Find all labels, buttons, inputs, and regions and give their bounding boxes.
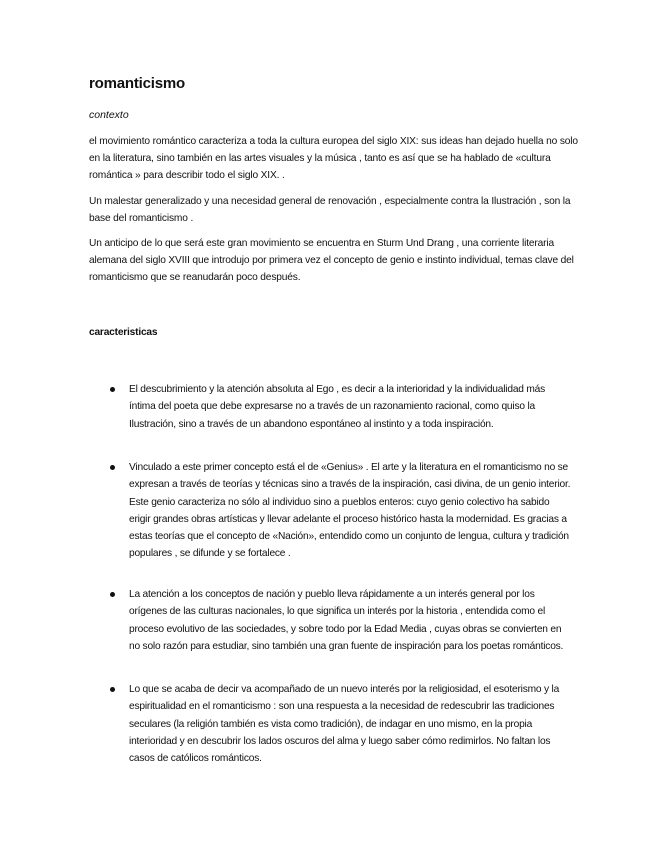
list-item: [129, 459, 571, 563]
list-item: [129, 381, 571, 433]
document-title: romanticismo: [89, 75, 185, 92]
list-item-text: Vinculado a este primer concepto está el de «Genius» . El arte y la literatura en el romanticismo no se expresan a través de teorías y técnicas sino a través de la inspiración, casi divina, de un genio interior. Este genio caracteriza no sólo al individuo sino a pueblos enteros: cuyo genio colectivo ha sabido erigir grandes obras artísticas y llevar adelante el proceso histórico hasta la modernidad. Es gracias a estas teorías que el concepto de «Nación», entendido como un conjunto de lengua, cultura y tradición populares , se difunde y se fortalece .: [129, 462, 571, 560]
bullet-icon: [110, 687, 115, 692]
bullet-icon: [110, 387, 115, 392]
list-item-text: Lo que se acaba de decir va acompañado de un nuevo interés por la religiosidad, el esoterismo y la espiritualidad en el romanticismo : son una respuesta a la necesidad de redescubrir las tradiciones seculares (la religión también es vista como tradición), de indagar en uno mismo, en la propia interioridad y en descubrir los lados oscuros del alma y luego saber cómo redimirlos. No faltan los casos de católicos románticos.: [129, 684, 560, 765]
section-subtitle-contexto: contexto: [89, 109, 129, 121]
paragraph-3: Un anticipo de lo que será este gran movimiento se encuentra en Sturm Und Drang , una corriente literaria alemana del siglo XVIII que introdujo por primera vez el concepto de genio e instinto individual, temas clave del romanticismo que se reanudarán poco después.: [89, 238, 574, 283]
bullet-icon: [110, 465, 115, 470]
list-item: [129, 681, 571, 767]
list-item-text: El descubrimiento y la atención absoluta al Ego , es decir a la interioridad y la individualidad más íntima del poeta que debe expresarse no a través de un razonamiento racional, como quiso la Ilustración, sino a través de un abandono espontáneo al instinto y a toda inspiración.: [129, 384, 546, 430]
list-item: [129, 586, 571, 655]
bullet-icon: [110, 592, 115, 597]
section-heading-caracteristicas: caracteristicas: [89, 327, 158, 338]
paragraph-1: el movimiento romántico caracteriza a toda la cultura europea del siglo XIX: sus ideas han dejado huella no solo en la literatura, sino también en las artes visuales y la música , tanto es así que se ha hablado de «cultura romántica » para describir todo el siglo XIX. .: [89, 136, 578, 181]
list-item-text: La atención a los conceptos de nación y pueblo lleva rápidamente a un interés general por los orígenes de las culturas nacionales, lo que significa un interés por la historia , entendida como el proceso evolutivo de las sociedades, y sobre todo por la Edad Media , cuyas obras se convierten en no solo razón para estudiar, sino también una gran fuente de inspiración para los poetas románticos.: [129, 589, 564, 652]
paragraph-2: Un malestar generalizado y una necesidad general de renovación , especialmente contra la Ilustración , son la base del romanticismo .: [89, 196, 571, 224]
